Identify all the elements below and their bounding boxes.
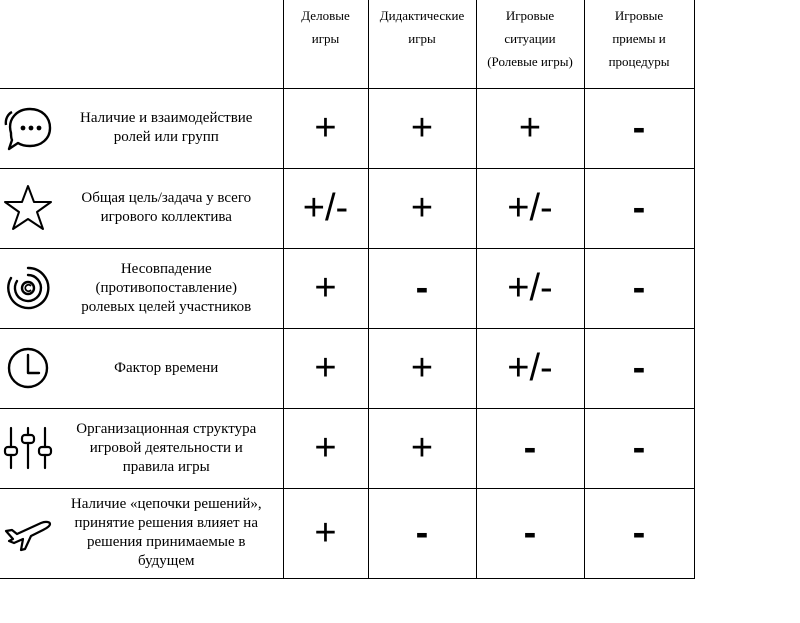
table-row xyxy=(0,328,694,408)
criterion-cell xyxy=(0,168,283,248)
mark-cell: - xyxy=(476,408,584,488)
criterion-cell xyxy=(0,328,283,408)
criterion-cell xyxy=(0,408,283,488)
mark-cell: + xyxy=(368,408,476,488)
sliders-icon xyxy=(0,425,56,471)
mark-cell: - xyxy=(584,248,694,328)
mark-cell: + xyxy=(283,88,368,168)
target-icon xyxy=(0,265,56,311)
mark-cell: +/- xyxy=(283,168,368,248)
header-cell-business-games: Деловые игры xyxy=(283,0,368,88)
mark-cell: - xyxy=(584,168,694,248)
header-cell-didactic-games: Дидактические игры xyxy=(368,0,476,88)
mark-cell: +/- xyxy=(476,328,584,408)
criterion-label: Фактор времени xyxy=(114,359,219,376)
mark-cell: - xyxy=(368,488,476,578)
mark-cell: - xyxy=(584,408,694,488)
mark-cell: - xyxy=(368,248,476,328)
criterion-label: Организационная структура игровой деятельности и правила игры xyxy=(76,420,257,475)
mark-cell: + xyxy=(368,88,476,168)
mark-cell: +/- xyxy=(476,168,584,248)
mark-cell: + xyxy=(476,88,584,168)
mark-cell: +/- xyxy=(476,248,584,328)
mark-cell: + xyxy=(283,328,368,408)
mark-cell: - xyxy=(584,488,694,578)
mark-cell: + xyxy=(283,408,368,488)
criterion-cell xyxy=(0,248,283,328)
mark-cell: - xyxy=(584,88,694,168)
clock-icon xyxy=(0,345,56,391)
criterion-cell xyxy=(0,88,283,168)
criterion-cell xyxy=(0,488,283,578)
mark-cell: + xyxy=(283,488,368,578)
table-row xyxy=(0,88,694,168)
header-corner-cell xyxy=(0,0,283,88)
table-row xyxy=(0,168,694,248)
airplane-icon xyxy=(0,513,56,553)
header-cell-game-situations: Игровые ситуации (Ролевые игры) xyxy=(476,0,584,88)
table-row xyxy=(0,408,694,488)
mark-cell: + xyxy=(368,168,476,248)
mark-cell: - xyxy=(584,328,694,408)
mark-cell: + xyxy=(368,328,476,408)
star-icon xyxy=(0,183,56,233)
mark-cell: + xyxy=(283,248,368,328)
table-row xyxy=(0,248,694,328)
header-row xyxy=(0,0,694,88)
mark-cell: - xyxy=(476,488,584,578)
table-row xyxy=(0,488,694,578)
criterion-label: Несовпадение (противопоставление) ролевых целей участников xyxy=(81,260,252,315)
criterion-label: Общая цель/задача у всего игрового коллектива xyxy=(81,190,252,225)
criterion-label: Наличие и взаимодействие ролей или групп xyxy=(80,110,253,145)
criterion-label: Наличие «цепочки решений», принятие решения влияет на решения принимаемые в будущем xyxy=(70,496,262,569)
header-cell-game-techniques: Игровые приемы и процедуры xyxy=(584,0,694,88)
chat-bubble-icon xyxy=(0,103,56,153)
